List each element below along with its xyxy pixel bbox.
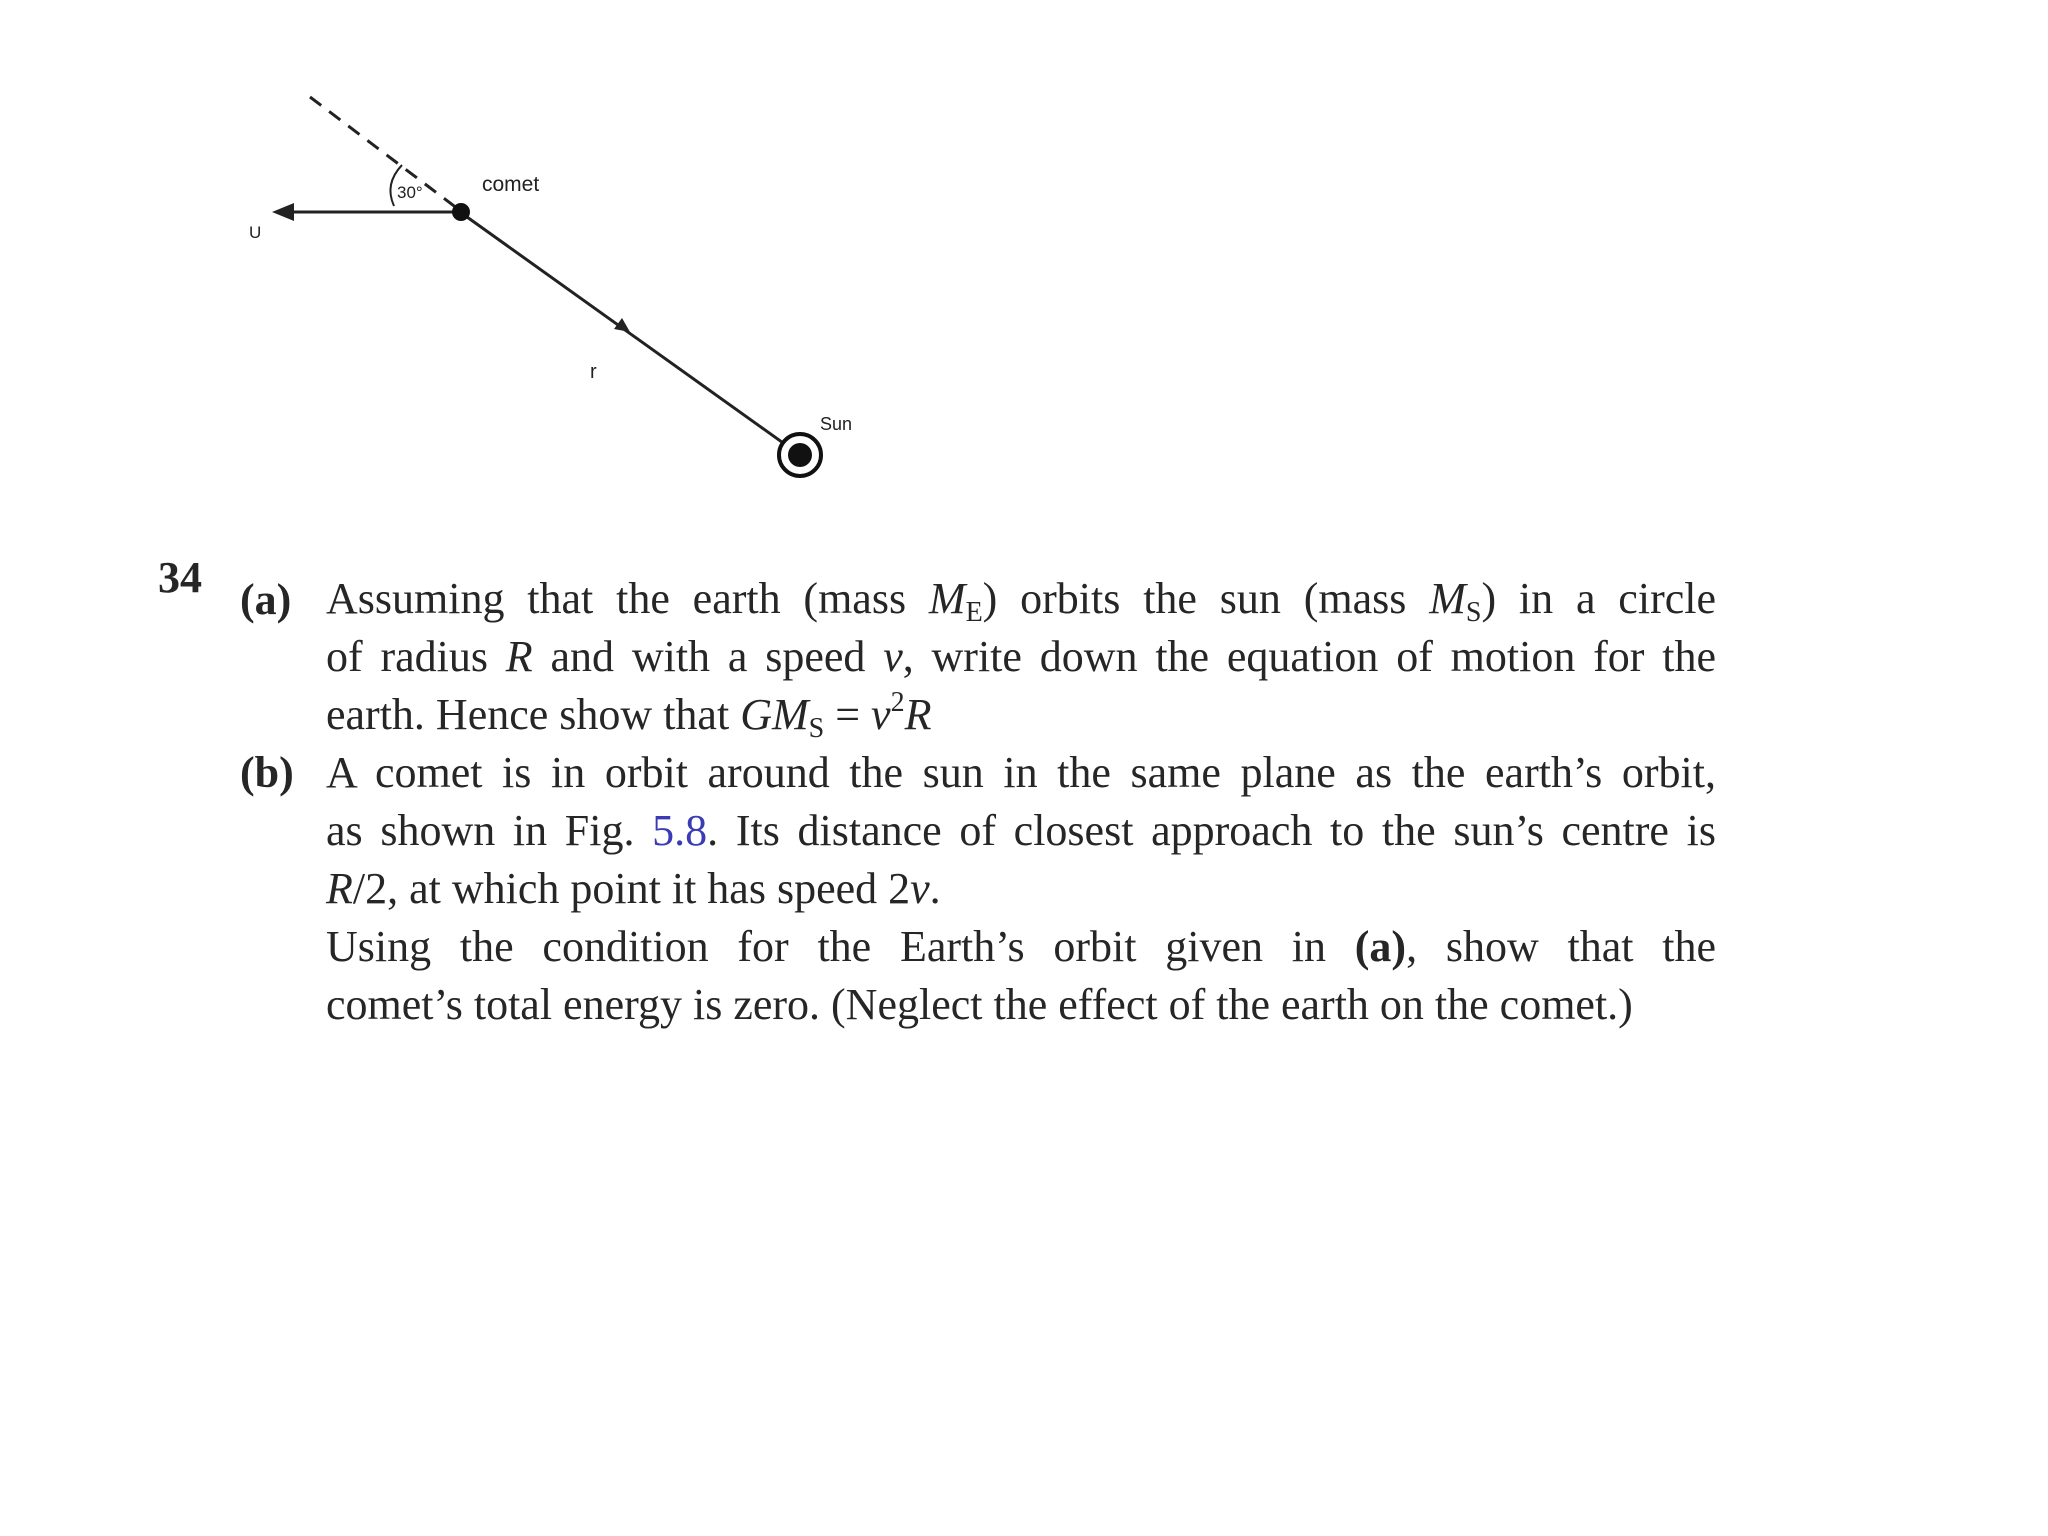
part-b-label: (b): [240, 748, 294, 797]
part-a-text: ) in a circle: [1481, 574, 1716, 623]
part-b-line-5: comet’s total energy is zero. (Neglect the effect of the earth on the comet.): [326, 980, 1633, 1029]
velocity-label: U: [249, 223, 262, 242]
part-a-line-3: [326, 686, 1716, 750]
part-b-text: as shown in Fig.: [326, 806, 653, 855]
speed-symbol: v: [883, 632, 903, 681]
part-b-text: , show that the: [1406, 922, 1716, 971]
part-a-label: (a): [240, 575, 292, 624]
part-a-text: and with a speed: [532, 632, 884, 681]
comet-orbit-diagram: [0, 0, 2048, 520]
part-a-line-2: [326, 628, 1716, 686]
velocity-arrowhead-icon: [272, 203, 294, 221]
sun-core: [788, 443, 812, 467]
comet-dot: [452, 203, 470, 221]
part-b-text: .: [929, 864, 941, 913]
part-a-text: ) orbits the sun (mass: [982, 574, 1430, 623]
mass-earth-symbol: ME: [928, 574, 983, 628]
part-b-line-2: [326, 802, 1716, 860]
radius-line: [460, 212, 800, 455]
angle-label: 30°: [397, 183, 423, 202]
part-b-line-3: [326, 860, 1716, 918]
part-a-line-1: [326, 570, 1716, 634]
part-b-text: /2, at which point it has speed 2: [352, 864, 911, 913]
mass-sun-symbol: MS: [1429, 574, 1482, 628]
equation: GMS = $v^2R$: [740, 687, 932, 744]
part-b-line-4: [326, 918, 1716, 976]
comet-path-dashed-line: [310, 97, 462, 212]
part-a-text: , write down the equation of motion for the: [902, 632, 1716, 681]
part-a-text: earth. Hence show that: [326, 690, 741, 739]
sun-label: Sun: [820, 414, 853, 434]
part-a-text: of radius: [326, 632, 506, 681]
part-b-line-1: A comet is in orbit around the sun in the same plane as the earth’s orbit,: [326, 748, 1716, 797]
distance-label: r: [590, 361, 597, 383]
part-a-text: Assuming that the earth (mass: [326, 574, 929, 623]
question-number: 34: [158, 553, 202, 602]
comet-label: comet: [482, 173, 540, 196]
speed-symbol: v: [910, 864, 930, 913]
part-b-text: Using the condition for the Earth’s orbit given in: [326, 922, 1355, 971]
radius-symbol: R: [326, 864, 353, 913]
part-b-text: . Its distance of closest approach to the sun’s centre is: [707, 806, 1716, 855]
figure-reference-link[interactable]: 5.8: [652, 806, 708, 855]
radius-symbol: R: [505, 632, 533, 681]
part-a-reference: (a): [1354, 922, 1407, 971]
